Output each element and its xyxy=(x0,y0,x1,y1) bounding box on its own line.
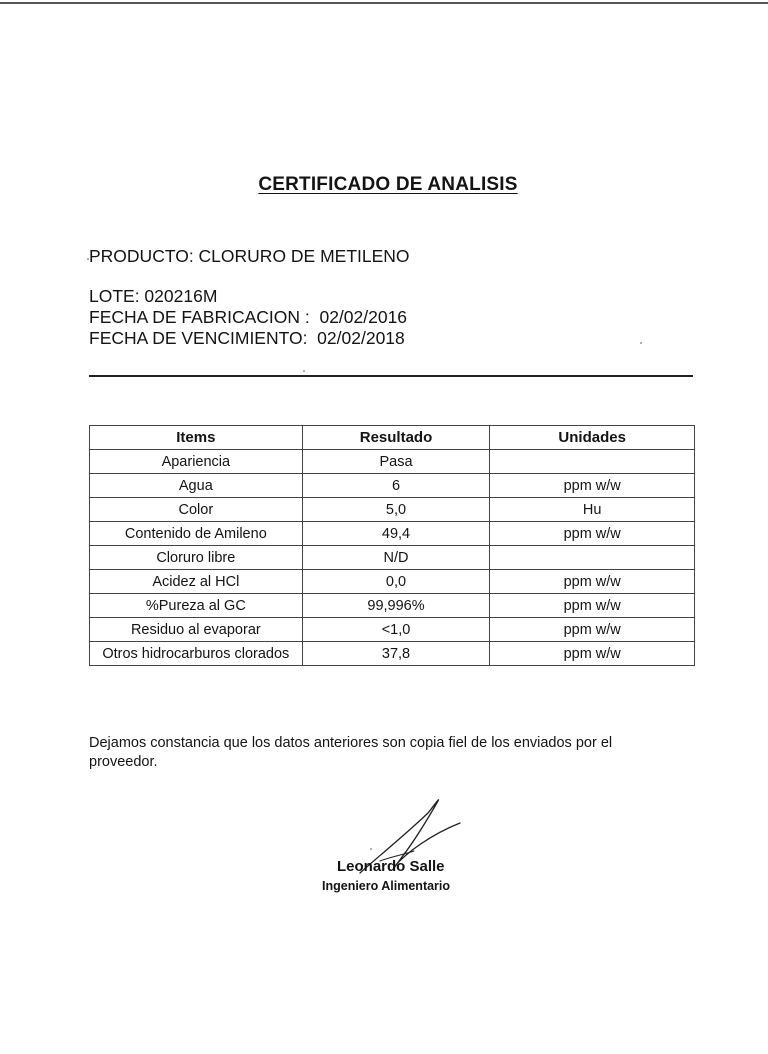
section-divider xyxy=(89,375,693,377)
table-row xyxy=(90,546,695,570)
item-cell: Cloruro libre xyxy=(90,546,303,570)
table-row xyxy=(90,594,695,618)
unit-cell: ppm w/w xyxy=(490,522,695,546)
expiry-date-line: FECHA DE VENCIMIENTO: 02/02/2018 xyxy=(89,328,405,348)
signer-name: Leonardo Salle xyxy=(337,858,445,875)
result-cell: <1,0 xyxy=(302,618,490,642)
result-cell: 5,0 xyxy=(302,498,490,522)
result-cell: N/D xyxy=(302,546,490,570)
scan-speck xyxy=(640,342,642,344)
result-cell: Pasa xyxy=(302,450,490,474)
unit-cell xyxy=(490,546,695,570)
lot-line: LOTE: 020216M xyxy=(89,286,218,306)
header-items: Items xyxy=(90,426,303,450)
unit-cell: ppm w/w xyxy=(490,474,695,498)
unit-cell: ppm w/w xyxy=(490,570,695,594)
result-cell: 99,996% xyxy=(302,594,490,618)
item-cell: %Pureza al GC xyxy=(90,594,303,618)
item-cell: Otros hidrocarburos clorados xyxy=(90,642,303,666)
manufacture-date-line: FECHA DE FABRICACION : 02/02/2016 xyxy=(89,307,408,327)
table-row xyxy=(90,474,695,498)
table-row xyxy=(90,450,695,474)
unit-cell xyxy=(490,450,695,474)
table-row xyxy=(90,618,695,642)
item-cell: Color xyxy=(90,498,303,522)
table-row xyxy=(90,642,695,666)
item-cell: Residuo al evaporar xyxy=(90,618,303,642)
top-border-line xyxy=(0,2,768,4)
item-cell: Agua xyxy=(90,474,303,498)
header-result: Resultado xyxy=(302,426,490,450)
table-row xyxy=(90,498,695,522)
item-cell: Apariencia xyxy=(90,450,303,474)
scan-speck xyxy=(303,370,305,372)
header-units: Unidades xyxy=(490,426,695,450)
scan-speck xyxy=(370,848,372,850)
signer-title: Ingeniero Alimentario xyxy=(322,879,451,893)
scan-speck xyxy=(87,258,89,260)
supplier-statement: Dejamos constancia que los datos anteriores son copia fiel de los enviados por el proveedor. xyxy=(89,735,613,770)
result-cell: 37,8 xyxy=(302,642,490,666)
results-table xyxy=(89,425,695,666)
table-header-row xyxy=(90,426,695,450)
unit-cell: ppm w/w xyxy=(490,642,695,666)
table-row xyxy=(90,522,695,546)
table-row xyxy=(90,570,695,594)
item-cell: Acidez al HCl xyxy=(90,570,303,594)
unit-cell: ppm w/w xyxy=(490,594,695,618)
unit-cell: Hu xyxy=(490,498,695,522)
certificate-title: CERTIFICADO DE ANALISIS xyxy=(258,174,518,195)
result-cell: 6 xyxy=(302,474,490,498)
result-cell: 49,4 xyxy=(302,522,490,546)
item-cell: Contenido de Amileno xyxy=(90,522,303,546)
unit-cell: ppm w/w xyxy=(490,618,695,642)
product-line: PRODUCTO: CLORURO DE METILENO xyxy=(89,246,410,266)
result-cell: 0,0 xyxy=(302,570,490,594)
